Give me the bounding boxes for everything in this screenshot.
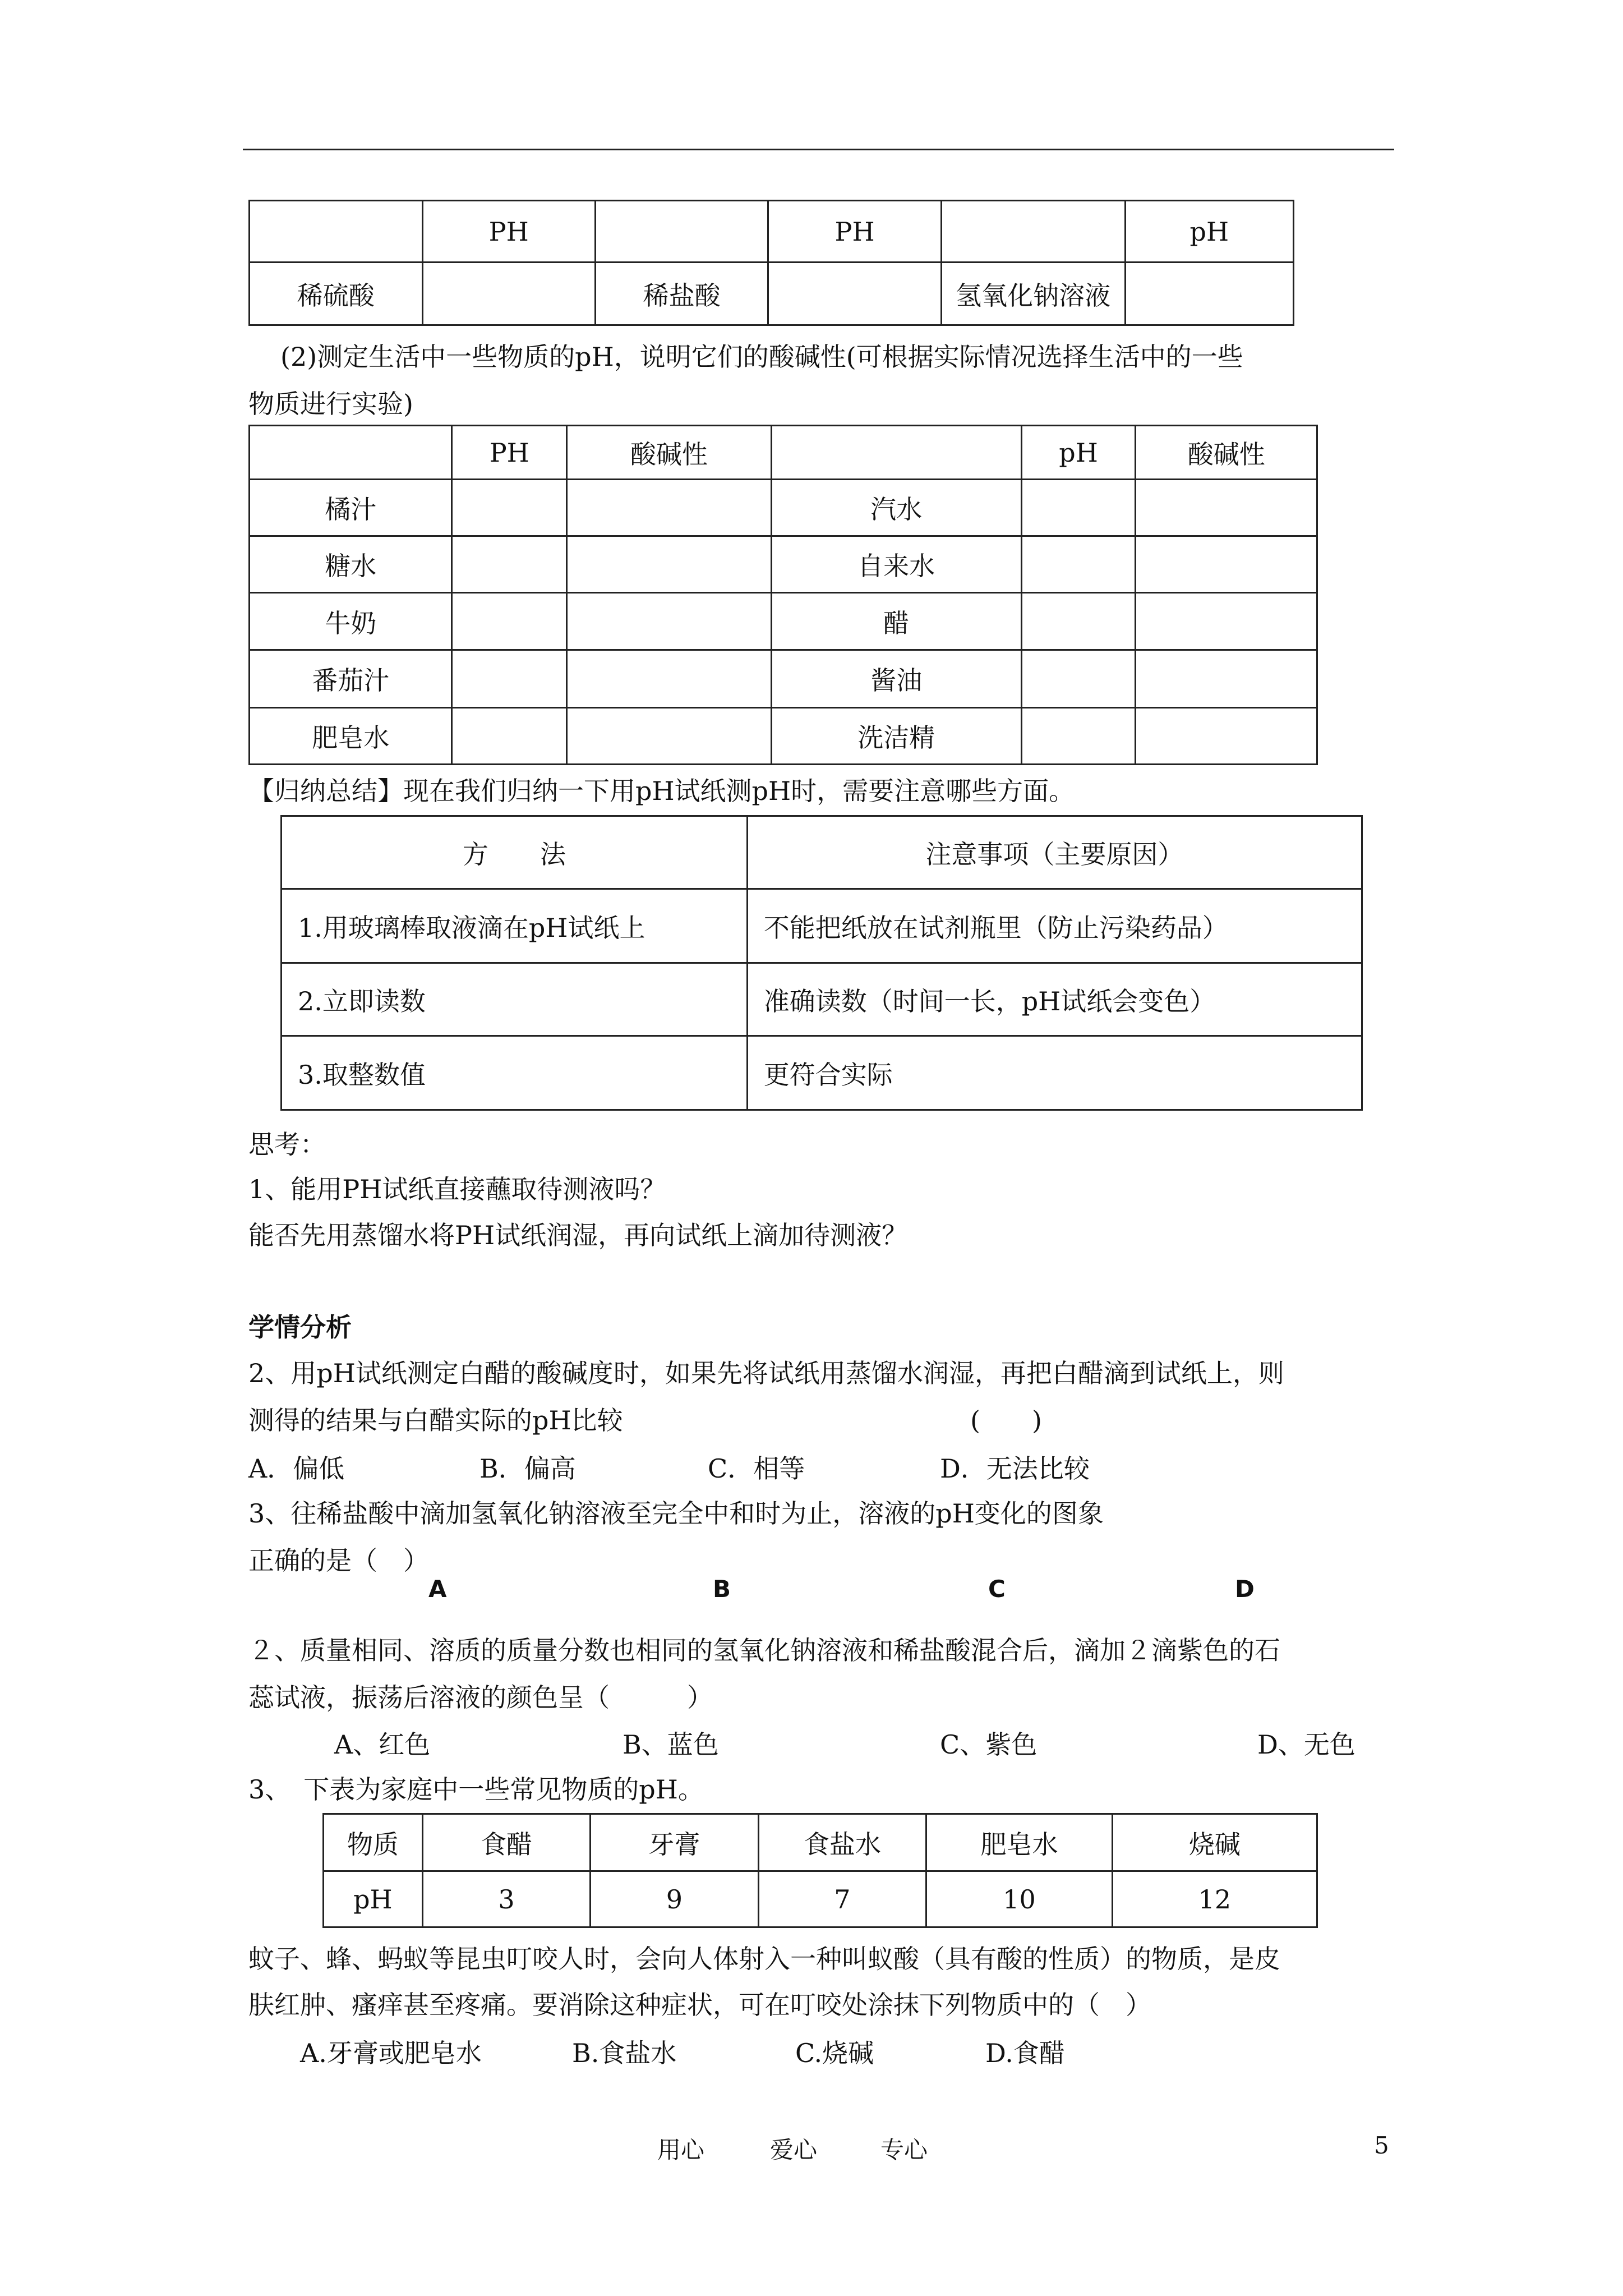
table-cell: 3 xyxy=(422,1871,590,1927)
table-cell: 氢氧化钠溶液 xyxy=(941,263,1125,325)
table-cell xyxy=(1136,536,1317,593)
table-cell xyxy=(567,593,771,650)
table-cell xyxy=(1021,536,1136,593)
table-cell xyxy=(452,593,567,650)
table-cell xyxy=(1125,263,1293,325)
answer-paren: ( ) xyxy=(970,1405,1042,1435)
think-title: 思考： xyxy=(248,1129,326,1159)
table-cell xyxy=(595,201,768,263)
table-cell xyxy=(1136,593,1317,650)
table-cell: 12 xyxy=(1112,1871,1317,1927)
table-cell xyxy=(1136,708,1317,765)
table-cell xyxy=(452,536,567,593)
question-line: 正确的是（ ） xyxy=(248,1545,429,1576)
table-cell xyxy=(1136,650,1317,708)
table-header-cell: 肥皂水 xyxy=(926,1814,1112,1871)
question-line: 蕊试液，振荡后溶液的颜色呈（ ） xyxy=(248,1682,713,1713)
table-cell: 稀盐酸 xyxy=(595,263,768,325)
option: B．偏高 xyxy=(479,1453,576,1484)
graph-label: A xyxy=(428,1575,447,1603)
table-cell: 3.取整数值 xyxy=(282,1036,748,1110)
table-cell: 自来水 xyxy=(771,536,1021,593)
graph-label: B xyxy=(713,1575,731,1603)
table-cell xyxy=(941,201,1125,263)
footer-word: 专心 xyxy=(880,2136,928,2164)
option: A．偏低 xyxy=(248,1453,345,1484)
option: C.烧碱 xyxy=(795,2038,874,2068)
table-header-cell: 牙膏 xyxy=(591,1814,758,1871)
table-cell: 更符合实际 xyxy=(747,1036,1362,1110)
table-header-cell: 食醋 xyxy=(422,1814,590,1871)
footer-word: 用心 xyxy=(657,2136,705,2164)
table-header-cell: 物质 xyxy=(324,1814,423,1871)
table-cell xyxy=(567,708,771,765)
think-question: 能否先用蒸馏水将PH试纸润湿，再向试纸上滴加待测液？ xyxy=(248,1220,908,1250)
option: C．相等 xyxy=(708,1453,805,1484)
option: A.牙膏或肥皂水 xyxy=(300,2038,482,2068)
table-cell: 肥皂水 xyxy=(250,708,452,765)
table-cell: pH xyxy=(324,1871,423,1927)
table-cell: 2.立即读数 xyxy=(282,963,748,1036)
table-header-cell xyxy=(771,426,1021,480)
table-cell xyxy=(567,536,771,593)
table-header-cell: 烧碱 xyxy=(1112,1814,1317,1871)
table-cell: 牛奶 xyxy=(250,593,452,650)
ph-table-acids xyxy=(248,200,1294,326)
table-cell xyxy=(1021,650,1136,708)
question-line: 肤红肿、瘙痒甚至疼痛。要消除这种症状，可在叮咬处涂抹下列物质中的（ ） xyxy=(248,1990,1151,2020)
table-cell xyxy=(422,263,595,325)
option: C、紫色 xyxy=(940,1729,1038,1760)
table-cell: 准确读数（时间一长，pH试纸会变色） xyxy=(747,963,1362,1036)
table-cell xyxy=(768,263,941,325)
table-cell: pH xyxy=(1125,201,1293,263)
table-header-cell: 注意事项（主要原因） xyxy=(747,816,1362,889)
table-cell xyxy=(567,480,771,536)
option: B.食盐水 xyxy=(572,2038,677,2068)
header-rule xyxy=(243,149,1394,150)
table-cell: PH xyxy=(422,201,595,263)
question-line: 3、往稀盐酸中滴加氢氧化钠溶液至完全中和时为止，溶液的pH变化的图象 xyxy=(248,1498,1104,1529)
table-cell xyxy=(250,201,423,263)
table-header-cell: 酸碱性 xyxy=(1136,426,1317,480)
table-cell: 糖水 xyxy=(250,536,452,593)
graph-label: D xyxy=(1235,1575,1255,1603)
option: D．无法比较 xyxy=(940,1453,1090,1484)
table-cell xyxy=(1021,708,1136,765)
page-number: 5 xyxy=(1374,2132,1389,2159)
table-header-cell: 食盐水 xyxy=(758,1814,926,1871)
ph-table-household xyxy=(248,425,1318,765)
table-cell xyxy=(567,650,771,708)
question-line: 3、 下表为家庭中一些常见物质的pH。 xyxy=(248,1774,704,1805)
option: D、无色 xyxy=(1257,1729,1355,1760)
method-notes-table xyxy=(280,815,1363,1111)
table-cell: 酱油 xyxy=(771,650,1021,708)
table-header-cell: PH xyxy=(452,426,567,480)
table-cell: 稀硫酸 xyxy=(250,263,423,325)
table-cell: 汽水 xyxy=(771,480,1021,536)
table-cell: 10 xyxy=(926,1871,1112,1927)
option: D.食醋 xyxy=(985,2038,1065,2068)
table-cell xyxy=(1021,593,1136,650)
table-cell: 不能把纸放在试剂瓶里（防止污染药品） xyxy=(747,889,1362,963)
table-cell xyxy=(452,708,567,765)
question-line: ２、质量相同、溶质的质量分数也相同的氢氧化钠溶液和稀盐酸混合后，滴加２滴紫色的石 xyxy=(248,1635,1280,1665)
table-cell xyxy=(452,480,567,536)
table-cell: 洗洁精 xyxy=(771,708,1021,765)
table-header-cell: 方 法 xyxy=(282,816,748,889)
summary-heading: 【归纳总结】现在我们归纳一下用pH试纸测pH时，需要注意哪些方面。 xyxy=(248,776,1075,806)
graph-label: C xyxy=(988,1575,1006,1603)
table-cell: 1.用玻璃棒取液滴在pH试纸上 xyxy=(282,889,748,963)
question-line: 2、用pH试纸测定白醋的酸碱度时，如果先将试纸用蒸馏水润湿，再把白醋滴到试纸上，则 xyxy=(248,1358,1284,1388)
option: A、红色 xyxy=(334,1729,431,1760)
paragraph-line: (2)测定生活中一些物质的pH，说明它们的酸碱性(可根据实际情况选择生活中的一些 xyxy=(280,342,1243,372)
table-header-cell: 酸碱性 xyxy=(567,426,771,480)
table-cell xyxy=(1136,480,1317,536)
table-cell: 橘汁 xyxy=(250,480,452,536)
table-cell: 7 xyxy=(758,1871,926,1927)
table-cell: 醋 xyxy=(771,593,1021,650)
paragraph-line: 物质进行实验) xyxy=(248,389,413,419)
think-question: 1、能用PH试纸直接蘸取待测液吗？ xyxy=(248,1174,666,1204)
table-cell: 番茄汁 xyxy=(250,650,452,708)
household-ph-table xyxy=(322,1813,1318,1928)
table-cell xyxy=(452,650,567,708)
analysis-title: 学情分析 xyxy=(248,1312,352,1342)
table-header-cell xyxy=(250,426,452,480)
footer-word: 爱心 xyxy=(770,2136,818,2164)
table-header-cell: pH xyxy=(1021,426,1136,480)
question-line: 蚊子、蜂、蚂蚁等昆虫叮咬人时，会向人体射入一种叫蚁酸（具有酸的性质）的物质，是皮 xyxy=(248,1944,1280,1974)
table-cell: PH xyxy=(768,201,941,263)
question-line: 测得的结果与白醋实际的pH比较 xyxy=(248,1405,623,1435)
option: B、蓝色 xyxy=(623,1729,719,1760)
table-cell: 9 xyxy=(591,1871,758,1927)
table-cell xyxy=(1021,480,1136,536)
